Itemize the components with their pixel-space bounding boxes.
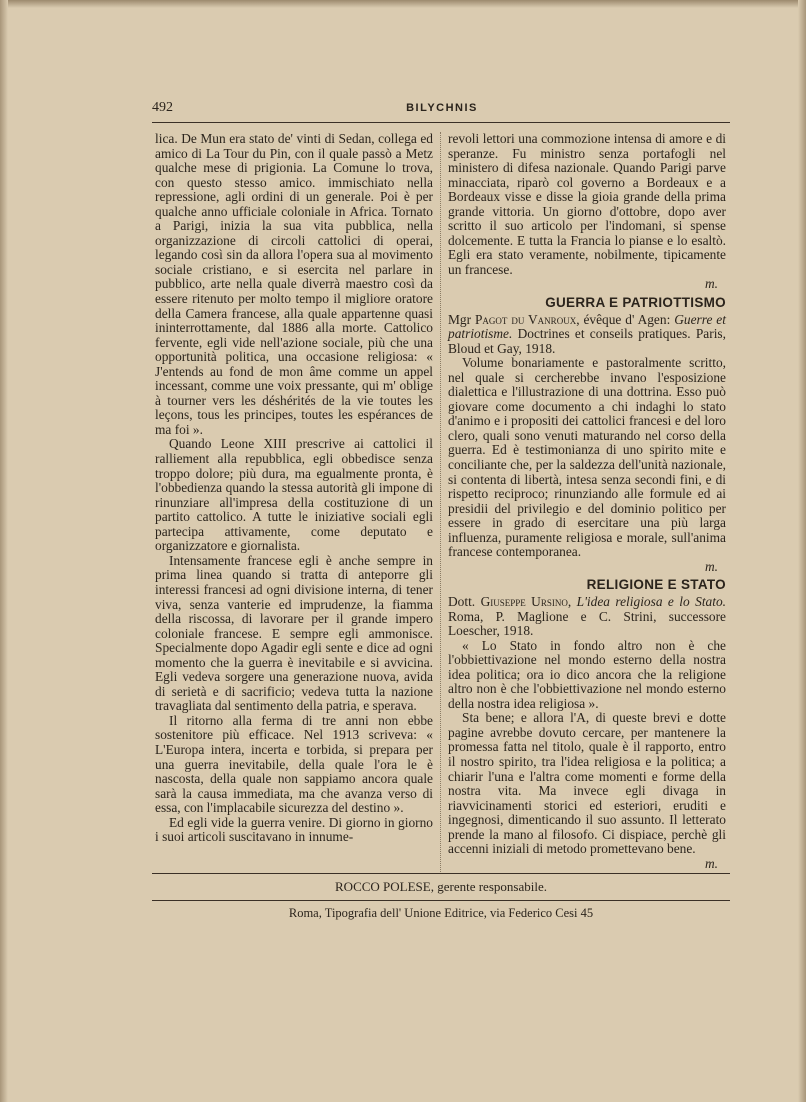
bibliographic-entry (448, 595, 726, 639)
column-divider (440, 132, 441, 872)
biblio-prefix: Dott. (448, 593, 481, 609)
page-number: 492 (152, 100, 173, 115)
biblio-title: L'idea religiosa e lo Stato. (576, 593, 726, 609)
printer-imprint: Roma, Tipografia dell' Unione Editrice, via Federico Cesi 45 (288, 906, 594, 920)
left-column (155, 132, 433, 845)
bibliographic-entry (448, 313, 726, 357)
biblio-mid: , évêque d' Agen: (576, 311, 675, 327)
paragraph: Intensamente francese egli è anche sempre in prima linea quando si tratta di anteporre gli interessi francesi ad ogni divisione interna, di tener viva, senza vanterie ed imprudenze, la fiamma della riscossa, di lavorare per il grande impero coloniale francese. E sempre egli ammonisce. Specialmente dopo Agadir egli sente e dice ad ogni momento che la guerra è inevitabile e si avvicina. Egli vedeva sorgere una generazione nuova, avida di serietà e di sacrificio; vedeva tutta la nazione travagliata dal sentimento della patria, e sperava. (155, 552, 433, 714)
biblio-author: Pagot du Vanroux (474, 311, 577, 327)
page-header (152, 100, 732, 120)
gerente-line: ROCCO POLESE, gerente responsabile. (335, 879, 547, 894)
footer-rule-top (152, 873, 730, 874)
paragraph: Ed egli vide la guerra venire. Di giorno in giorno i suoi articoli suscitavano in innume- (155, 814, 433, 845)
biblio-rest: Doctrines et conseils pratiques. Paris, Bloud et Gay, 1918. (448, 326, 726, 356)
header-rule (152, 122, 730, 123)
quotation: « Lo Stato in fondo altro non è che l'obbiettivazione nel mondo esterno della nostra idea politica; ora io dico ancora che la religione altro non è che l'obbiettivazione nel mondo esterno della nostra idea religiosa ». (448, 637, 726, 711)
signature: m. (704, 558, 718, 574)
paragraph: Quando Leone XIII prescrive ai cattolici il ralliement alla repubblica, egli obbedisce senza troppo dolore; più dura, ma egualmente pronta, è l'obbedienza quando la stessa autorità gli impone di rinunziare all'impresa della costituzione di un partito cattolico. A tutte le iniziative sociali egli partecipa attivamente, come deputato e organizzatore e giornalista. (155, 436, 433, 554)
footer-rule-bottom (152, 900, 730, 901)
paragraph: Sta bene; e allora l'A, di queste brevi e dotte pagine avrebbe dovuto cercare, per mantenere la promessa fatta nel titolo, quale è il rapporto, entro il nostro spirito, tra l'idea religiosa e la politica; a chiarir l'una e l'altra come momenti e forme della nostra vita. Ma invece egli divaga in riavvicinamenti storici ed esteriori, eruditi e ingegnosi, dimenticando il suo assunto. Il letterato prende la mano al filosofo. Ci dispiace, perchè gli accenni iniziali di metodo promettevano bene. (448, 710, 726, 857)
biblio-prefix: Mgr (448, 311, 475, 327)
biblio-title: Guerre et patriotisme. (448, 311, 726, 342)
paper-edge-top (0, 0, 806, 8)
paragraph: lica. De Mun era stato de' vinti di Sedan, collega ed amico di La Tour du Pin, con il quale passò a Metz qualche mese di prigionia. La Comune lo trova, con questo stesso amico. immischiato nella repressione, agli ordini di un generale. Poi è per qualche anno ufficiale coloniale in Africa. Tornato a Parigi, inizia la sua vita pubblica, nella organizzazione di circoli cattolici di operai, legando così sin da allora l'opera sua al movimento sociale cristiano, e si esercita nel parlare in pubblico, arte nella quale diverrà maestro così da essere ritenuto per molto tempo il migliore oratore della Camera francese, alla quale appartenne quasi ininterrottamente, dal 1886 alla morte. Cattolico fervente, egli vide nell'azione sociale, più che una opportunità politica, una occasione religiosa: « J'entends au fond de mon âme comme un appel incessant, comme une voix pressante, qui m' oblige à tourner vers les déshérités de la vie toutes les leçons, tous les principes, toutes les espérances de ma foi ». (155, 131, 433, 437)
right-column (448, 132, 726, 871)
biblio-author: Giuseppe Ursino (480, 593, 568, 609)
paragraph: Volume bonariamente e pastoralmente scritto, nel quale si cercherebbe invano l'esposizione dialettica e l'illustrazione di una dottrina. Esso può giovare come documento a chi indaghi lo stato d'animo e i propositi dei cattolici francesi e del loro clero, quali sono venuti maturando nel corso della guerra. Ed è testimonianza di uno spirito mite e conciliante che, per la saldezza dell'unità nazionale, si contenta di libertà, intesa senza secondi fini, e di rispetto reciproco; rinunziando alle formule ed ai presidii del privilegio e del dominio politico per essere in grado di esercitare una più larga influenza, puramente religiosa e morale, sull'anima francese contemporanea. (448, 355, 726, 560)
section-heading: GUERRA E PATRIOTTISMO (545, 295, 726, 311)
paragraph: revoli lettori una commozione intensa di amore e di speranze. Fu ministro senza portafogli nel ministero di difesa nazionale. Quando Parigi parve minacciata, riparò col governo a Bordeaux e a Bordeaux visse e disse la gioia grande della prima grande vittoria. Un giorno d'ottobre, dopo aver scritto il suo articolo per l'indomani, si spense dolcemente. E tutta la Francia lo pianse e lo esaltò. Egli era stato veramente, nobilmente, tipicamente un francese. (448, 131, 726, 277)
paragraph: Il ritorno alla ferma di tre anni non ebbe sostenitore più efficace. Nel 1913 scriveva: « L'Europa intera, incerta e torbida, si prepara per una guerra inevitabile, della quale l'ora le è nascosta, della quale non sappiamo ancora quale sarà la causa immediata, ma che avanza verso di essa, con l'implacabile sicurezza del destino ». (155, 712, 433, 816)
paper-edge-right (798, 0, 806, 1102)
signature: m. (704, 855, 718, 871)
paper-edge-left (0, 0, 8, 1102)
running-title: BILYCHNIS (406, 102, 478, 114)
signature: m. (704, 276, 718, 292)
section-heading: RELIGIONE E STATO (586, 577, 726, 593)
biblio-mid: , (567, 593, 577, 609)
biblio-rest: Roma, P. Maglione e C. Strini, successore Loescher, 1918. (448, 608, 726, 639)
